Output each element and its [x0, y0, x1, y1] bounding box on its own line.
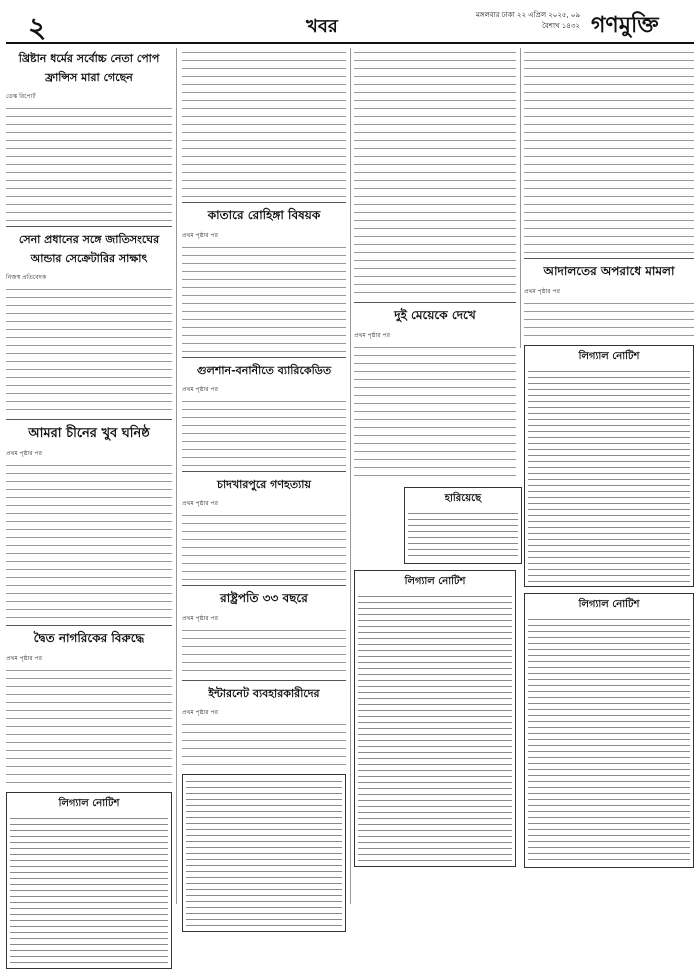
- article-internet: [182, 685, 346, 770]
- divider: [6, 226, 172, 227]
- column-divider: [520, 48, 521, 348]
- article-byline: প্রথম পৃষ্ঠার পর: [182, 709, 218, 716]
- missing-notice-box: [404, 487, 522, 564]
- notice-title: হারিয়েছে: [444, 493, 482, 504]
- divider: [354, 302, 516, 303]
- article-body: [6, 104, 172, 222]
- article-body: [182, 511, 346, 581]
- article-court: [524, 263, 694, 339]
- notice-title: লিগ্যাল নোটিশ: [404, 576, 466, 587]
- article-byline: প্রথম পৃষ্ঠার পর: [524, 288, 560, 295]
- article-gulshan: [182, 362, 346, 467]
- article-body: [354, 48, 516, 298]
- legal-notice-box: [6, 792, 172, 969]
- divider: [6, 419, 172, 420]
- divider: [182, 202, 346, 203]
- notice-title: লিগ্যাল নোটিশ: [58, 798, 120, 809]
- article-byline: প্রথম পৃষ্ঠার পর: [182, 615, 218, 622]
- article-byline: প্রথম পৃষ্ঠার পর: [182, 232, 218, 239]
- article-army-chief: [6, 231, 172, 415]
- article-headline: দুই মেয়েকে দেখে: [394, 308, 476, 322]
- article-body: [524, 48, 694, 254]
- notice-body: [408, 510, 518, 560]
- divider: [6, 625, 172, 626]
- notice-title: লিগ্যাল নোটিশ: [578, 599, 640, 610]
- page-header: [6, 6, 694, 44]
- column-divider: [350, 48, 351, 904]
- divider: [524, 258, 694, 259]
- divider: [182, 680, 346, 681]
- article-headline: খ্রিষ্টান ধর্মের সর্বোচ্চ নেতা পোপ ফ্রান্সিস মারা গেছেন: [18, 52, 160, 84]
- article-body: [182, 397, 346, 467]
- article-citizens: [6, 630, 172, 786]
- article-byline: প্রথম পৃষ্ঠার পর: [354, 332, 390, 339]
- notice-body: [358, 593, 512, 863]
- notice-body: [10, 815, 168, 965]
- divider: [182, 585, 346, 586]
- notice-title: লিগ্যাল নোটিশ: [578, 351, 640, 362]
- page-number: ২: [28, 11, 47, 44]
- notice-body: [528, 368, 690, 583]
- divider: [182, 471, 346, 472]
- legal-notice-box: [524, 345, 694, 587]
- article-byline: নিজস্ব প্রতিবেদক: [6, 274, 47, 281]
- article-headline: আদালতের অপরাধে মামলা: [543, 264, 675, 278]
- article-headline: কাতারে রোহিঙ্গা বিষয়ক: [207, 208, 321, 222]
- masthead-logo: গণমুক্তি: [591, 12, 659, 38]
- article-headline: চাদখারপুরে গণহত্যায়: [217, 478, 311, 491]
- article-rohingya: [182, 207, 346, 353]
- article-two-girls: [354, 307, 516, 483]
- column-one: [6, 48, 172, 969]
- article-headline: ইন্টারনেট ব্যবহারকারীদের: [208, 687, 320, 700]
- section-title: খবর: [306, 16, 338, 37]
- article-byline: প্রথম পৃষ্ঠার পর: [6, 655, 42, 662]
- article-headline: রাষ্ট্রপতি ৩৩ বছরে: [220, 591, 308, 605]
- article-byline: প্রথম পৃষ্ঠার পর: [182, 500, 218, 507]
- article-byline: প্রথম পৃষ্ঠার পর: [6, 450, 42, 457]
- article-body: [182, 626, 346, 676]
- article-body: [182, 720, 346, 770]
- article-body: [6, 285, 172, 415]
- article-chandpur: [182, 476, 346, 581]
- article-china: [6, 424, 172, 621]
- tender-notice-box: [182, 774, 346, 932]
- article-byline: প্রথম পৃষ্ঠার পর: [182, 386, 218, 393]
- column-four: [524, 48, 694, 868]
- article-headline: আমরা চীনের খুব ঘনিষ্ঠ: [28, 426, 150, 441]
- notice-body: [186, 778, 342, 928]
- legal-notice-box: [354, 570, 516, 867]
- notice-body: [528, 616, 690, 864]
- article-rashtrapati: [182, 590, 346, 676]
- legal-notice-box: [524, 593, 694, 868]
- article-body: [524, 299, 694, 339]
- article-byline: ডেস্ক রিপোর্ট: [6, 93, 36, 100]
- issue-date: মঙ্গলবার ঢাকা ২২ এপ্রিল ২০২৫, ০৯ বৈশাখ ১৪৩২: [476, 11, 580, 30]
- divider: [182, 357, 346, 358]
- article-body: [354, 343, 516, 483]
- article-body: [6, 461, 172, 621]
- article-headline: গুলশান-বনানীতে ব্যারিকেডিত: [196, 364, 332, 377]
- article-body: [6, 666, 172, 786]
- article-body: [182, 243, 346, 353]
- article-body: [182, 48, 346, 198]
- newspaper-page: [6, 6, 694, 904]
- article-pope: [6, 50, 172, 222]
- article-headline: সেনা প্রধানের সঙ্গে জাতিসংঘের আন্ডার সেক্রেটারির সাক্ষাৎ: [18, 233, 160, 265]
- column-three: [354, 48, 516, 867]
- article-headline: দ্বৈত নাগরিকের বিরুদ্ধে: [33, 631, 145, 645]
- column-divider: [176, 48, 177, 904]
- column-two: [182, 48, 346, 932]
